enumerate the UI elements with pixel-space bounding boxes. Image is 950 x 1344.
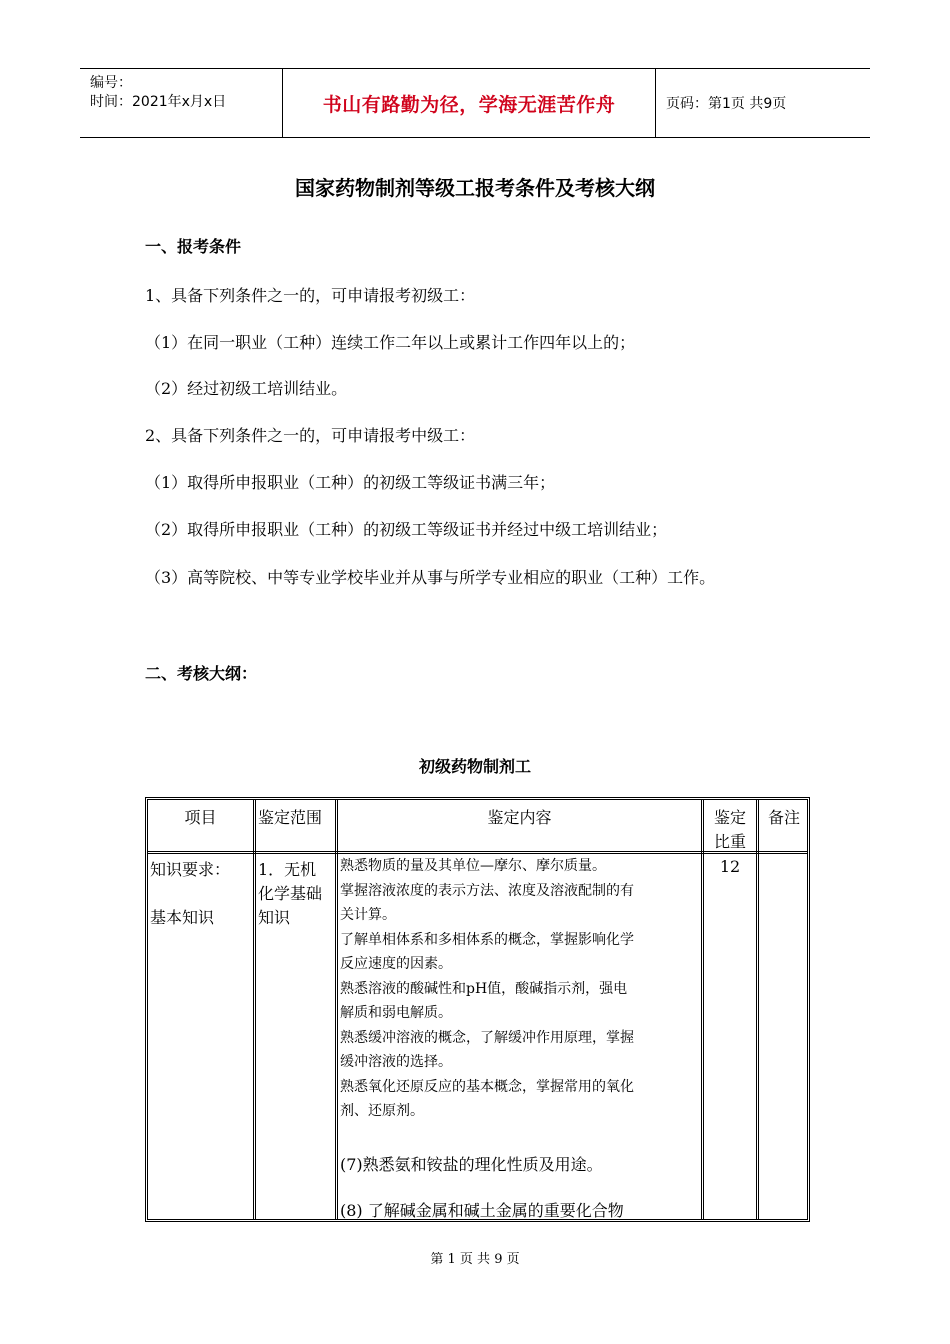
- content-line: 缓冲溶液的选择。: [340, 1054, 452, 1070]
- row-weight: 12: [719, 857, 741, 876]
- row-item-2: 基本知识: [150, 908, 215, 927]
- table-divider: [253, 800, 256, 1219]
- section1-line: （1）在同一职业（工种）连续工作二年以上或累计工作四年以上的；: [145, 333, 636, 352]
- content-line: 熟悉物质的量及其单位—摩尔、摩尔质量。: [340, 858, 606, 874]
- content-line: 了解单相体系和多相体系的概念，掌握影响化学: [340, 931, 634, 948]
- table-divider: [335, 800, 338, 1219]
- header-item: 项目: [184, 808, 217, 827]
- header-motto: 书山有路勤为径，学海无涯苦作舟: [322, 93, 616, 116]
- table-divider: [756, 800, 759, 1219]
- time-label: 时间：2021年x月x日: [90, 94, 227, 110]
- section1-line: （1）取得所申报职业（工种）的初级工等级证书满三年；: [145, 473, 556, 492]
- content-line: 熟悉溶液的酸碱性和pH值，酸碱指示剂，强电: [340, 980, 628, 997]
- header-content: 鉴定内容: [487, 808, 552, 827]
- header-motto-cell: [283, 69, 656, 137]
- content-line: 解质和弱电解质。: [340, 1005, 452, 1021]
- number-label: 编号：: [90, 75, 132, 91]
- content-line: 剂、还原剂。: [340, 1103, 424, 1119]
- row-content-item8: (8) 了解碱金属和碱土金属的重要化合物: [340, 1201, 624, 1220]
- header-scope: 鉴定范围: [258, 808, 323, 827]
- content-line: 熟悉缓冲溶液的概念，了解缓冲作用原理，掌握: [340, 1029, 634, 1046]
- content-line: 熟悉氧化还原反应的基本概念，掌握常用的氧化: [340, 1078, 634, 1095]
- section1-line: 2、具备下列条件之一的，可申请报考中级工：: [145, 426, 476, 445]
- section1-heading: 一、报考条件: [145, 237, 242, 256]
- section1-line: （2）经过初级工培训结业。: [145, 379, 348, 398]
- row-content: [340, 854, 698, 1124]
- content-line: 掌握溶液浓度的表示方法、浓度及溶液配制的有: [340, 882, 634, 899]
- row-scope-2: 化学基础: [258, 884, 323, 903]
- header-page-info: 页码：第1页 共9页: [666, 96, 787, 112]
- page-header: [80, 68, 870, 138]
- syllabus-table: [145, 797, 810, 1222]
- content-line: 反应速度的因素。: [340, 956, 452, 972]
- header-note: 备注: [767, 808, 800, 827]
- row-scope-1: 1．无机: [258, 860, 317, 879]
- section1-line: 1、具备下列条件之一的，可申请报考初级工：: [145, 286, 476, 305]
- header-meta: [80, 69, 283, 137]
- content-line: 关计算。: [340, 907, 396, 923]
- section1-line: （2）取得所申报职业（工种）的初级工等级证书并经过中级工培训结业；: [145, 520, 668, 539]
- table-title: 初级药物制剂工: [418, 757, 531, 776]
- header-weight-1: 鉴定: [713, 808, 746, 827]
- section2-heading: 二、考核大纲：: [145, 664, 258, 683]
- section1-line: （3）高等院校、中等专业学校毕业并从事与所学专业相应的职业（工种）工作。: [145, 568, 716, 587]
- header-weight-2: 比重: [713, 832, 746, 851]
- row-scope-3: 知识: [258, 908, 291, 927]
- page-footer: 第 1 页 共 9 页: [430, 1252, 520, 1267]
- document-title: 国家药物制剂等级工报考条件及考核大纲: [295, 176, 655, 200]
- row-item-1: 知识要求：: [150, 860, 231, 879]
- row-content-item7: (7)熟悉氨和铵盐的理化性质及用途。: [340, 1155, 603, 1174]
